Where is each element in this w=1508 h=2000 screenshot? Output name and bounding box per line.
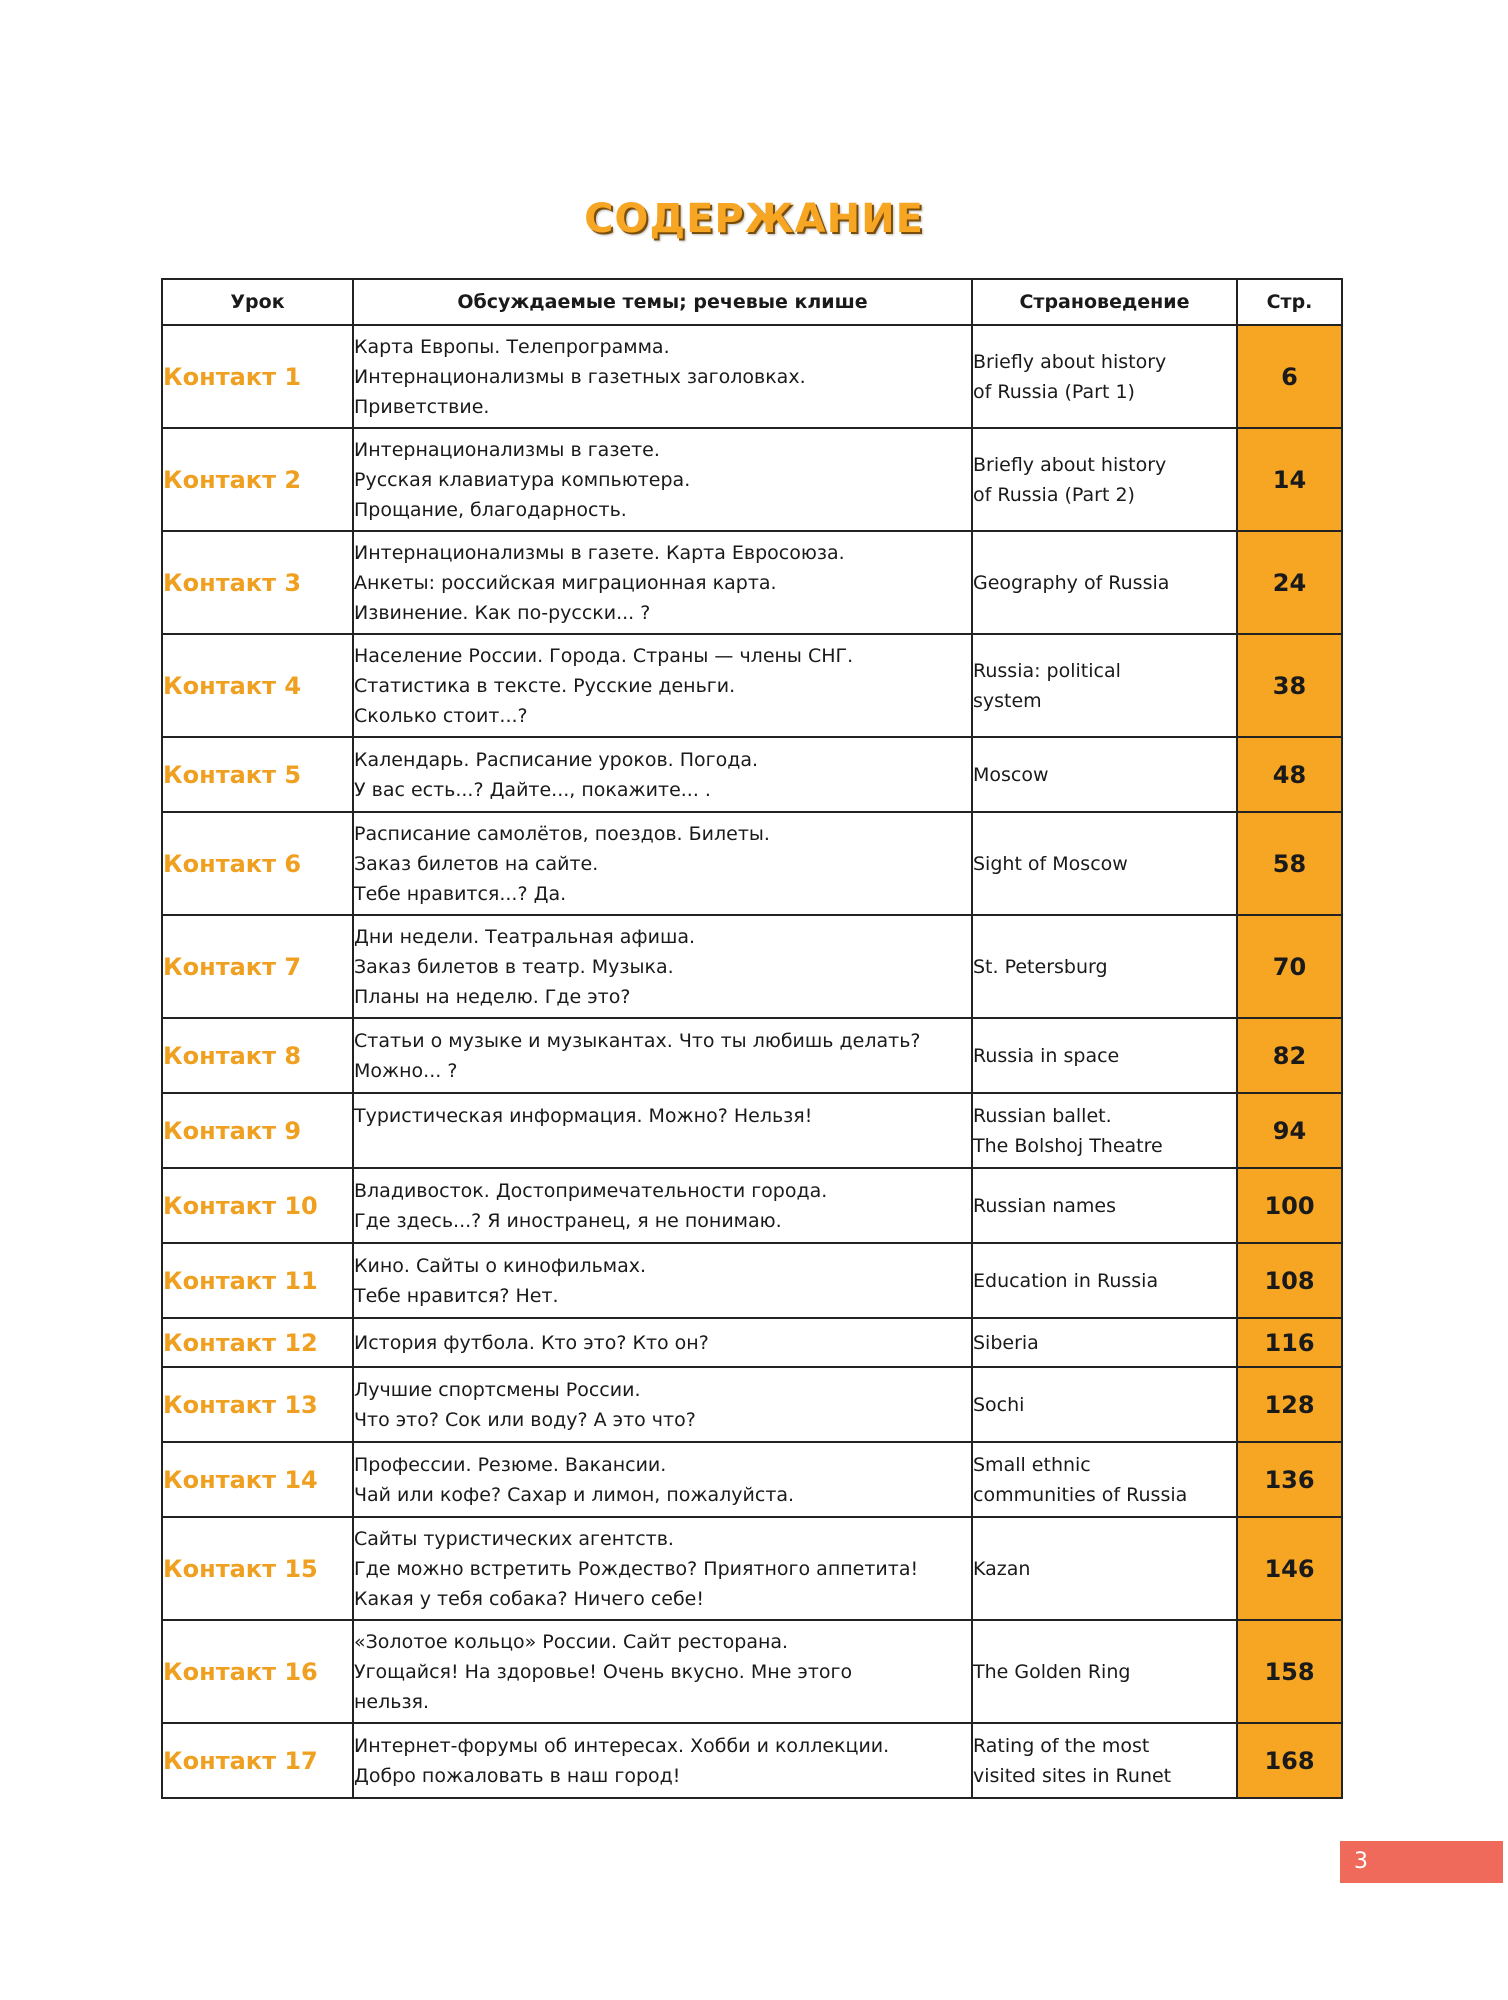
table-row bbox=[162, 1620, 1342, 1723]
country-studies-cell bbox=[972, 1318, 1237, 1367]
country-line: of Russia (Part 1) bbox=[973, 380, 1135, 403]
topics-cell bbox=[353, 1367, 972, 1442]
country-studies-cell bbox=[972, 1018, 1237, 1093]
topic-line: Статистика в тексте. Русские деньги. bbox=[354, 674, 736, 697]
topics-cell bbox=[353, 915, 972, 1018]
country-studies-cell bbox=[972, 1723, 1237, 1798]
topics-cell bbox=[353, 634, 972, 737]
country-line: Briefly about history bbox=[973, 350, 1167, 373]
topic-line: Карта Европы. Телепрограмма. bbox=[354, 335, 670, 358]
topic-line: Дни недели. Театральная афиша. bbox=[354, 925, 696, 948]
lesson-link[interactable]: Контакт 5 bbox=[162, 737, 353, 812]
topic-line: Тебе нравится...? Да. bbox=[354, 882, 567, 905]
lesson-link[interactable]: Контакт 7 bbox=[162, 915, 353, 1018]
table-row bbox=[162, 1517, 1342, 1620]
topics-cell bbox=[353, 531, 972, 634]
topic-line: Статьи о музыке и музыкантах. Что ты любишь делать? bbox=[354, 1029, 921, 1052]
country-line: The Bolshoj Theatre bbox=[973, 1134, 1163, 1157]
page-number-cell[interactable]: 108 bbox=[1237, 1243, 1342, 1318]
country-studies-cell bbox=[972, 737, 1237, 812]
lesson-link[interactable]: Контакт 6 bbox=[162, 812, 353, 915]
country-line: system bbox=[973, 689, 1042, 712]
topics-cell bbox=[353, 737, 972, 812]
topic-line: Интернет-форумы об интересах. Хобби и коллекции. bbox=[354, 1734, 890, 1757]
lesson-link[interactable]: Контакт 4 bbox=[162, 634, 353, 737]
page-number-cell[interactable]: 38 bbox=[1237, 634, 1342, 737]
topic-line: Заказ билетов на сайте. bbox=[354, 852, 599, 875]
country-line: Education in Russia bbox=[973, 1269, 1159, 1292]
table-row bbox=[162, 1723, 1342, 1798]
page-number-cell[interactable]: 146 bbox=[1237, 1517, 1342, 1620]
topic-line: Где здесь...? Я иностранец, я не понимаю. bbox=[354, 1209, 782, 1232]
country-line: Russia in space bbox=[973, 1044, 1120, 1067]
topic-line: У вас есть...? Дайте..., покажите... . bbox=[354, 778, 711, 801]
lesson-link[interactable]: Контакт 15 bbox=[162, 1517, 353, 1620]
topics-cell bbox=[353, 325, 972, 428]
table-row bbox=[162, 428, 1342, 531]
topic-line: Можно... ? bbox=[354, 1059, 458, 1082]
topics-cell bbox=[353, 812, 972, 915]
contents-table bbox=[161, 278, 1343, 1799]
header-lesson: Урок bbox=[162, 279, 353, 325]
page-number-cell[interactable]: 48 bbox=[1237, 737, 1342, 812]
country-line: The Golden Ring bbox=[973, 1660, 1131, 1683]
page-number-cell[interactable]: 70 bbox=[1237, 915, 1342, 1018]
lesson-link[interactable]: Контакт 11 bbox=[162, 1243, 353, 1318]
topic-line: Календарь. Расписание уроков. Погода. bbox=[354, 748, 759, 771]
country-studies-cell bbox=[972, 1620, 1237, 1723]
table-header-row bbox=[162, 279, 1342, 325]
country-line: Small ethnic bbox=[973, 1453, 1091, 1476]
topic-line: Кино. Сайты о кинофильмах. bbox=[354, 1254, 647, 1277]
table-row bbox=[162, 1018, 1342, 1093]
table-row bbox=[162, 1168, 1342, 1243]
table-row bbox=[162, 1367, 1342, 1442]
topic-line: Чай или кофе? Сахар и лимон, пожалуйста. bbox=[354, 1483, 795, 1506]
page-number-cell[interactable]: 82 bbox=[1237, 1018, 1342, 1093]
topic-line: Население России. Города. Страны — члены СНГ. bbox=[354, 644, 854, 667]
country-line: Rating of the most bbox=[973, 1734, 1150, 1757]
country-studies-cell bbox=[972, 428, 1237, 531]
country-line: Russia: political bbox=[973, 659, 1121, 682]
header-country: Страноведение bbox=[972, 279, 1237, 325]
table-row bbox=[162, 915, 1342, 1018]
lesson-link[interactable]: Контакт 16 bbox=[162, 1620, 353, 1723]
country-line: Geography of Russia bbox=[973, 571, 1170, 594]
header-page: Стр. bbox=[1237, 279, 1342, 325]
topics-cell bbox=[353, 1517, 972, 1620]
country-line: Kazan bbox=[973, 1557, 1031, 1580]
page-number-cell[interactable]: 168 bbox=[1237, 1723, 1342, 1798]
topic-line: Тебе нравится? Нет. bbox=[354, 1284, 559, 1307]
topic-line: Анкеты: российская миграционная карта. bbox=[354, 571, 777, 594]
lesson-link[interactable]: Контакт 8 bbox=[162, 1018, 353, 1093]
country-line: visited sites in Runet bbox=[973, 1764, 1172, 1787]
page-number-cell[interactable]: 116 bbox=[1237, 1318, 1342, 1367]
page-title: СОДЕРЖАНИЕ bbox=[584, 196, 924, 242]
page-number-cell[interactable]: 158 bbox=[1237, 1620, 1342, 1723]
topic-line: Интернационализмы в газетных заголовках. bbox=[354, 365, 806, 388]
topics-cell bbox=[353, 1168, 972, 1243]
topics-cell bbox=[353, 1620, 972, 1723]
page-number-cell[interactable]: 14 bbox=[1237, 428, 1342, 531]
table-row bbox=[162, 812, 1342, 915]
country-line: Russian names bbox=[973, 1194, 1116, 1217]
topic-line: Приветствие. bbox=[354, 395, 490, 418]
topic-line: нельзя. bbox=[354, 1690, 430, 1713]
topics-cell bbox=[353, 1723, 972, 1798]
topics-cell bbox=[353, 1318, 972, 1367]
country-line: Moscow bbox=[973, 763, 1049, 786]
page-number-badge: 3 bbox=[1340, 1841, 1503, 1883]
country-studies-cell bbox=[972, 325, 1237, 428]
country-studies-cell bbox=[972, 812, 1237, 915]
country-studies-cell bbox=[972, 1168, 1237, 1243]
topic-line: История футбола. Кто это? Кто он? bbox=[354, 1331, 709, 1354]
country-line: of Russia (Part 2) bbox=[973, 483, 1135, 506]
table-row bbox=[162, 1093, 1342, 1168]
page-number-cell[interactable]: 94 bbox=[1237, 1093, 1342, 1168]
lesson-link[interactable]: Контакт 12 bbox=[162, 1318, 353, 1367]
country-studies-cell bbox=[972, 1442, 1237, 1517]
country-studies-cell bbox=[972, 531, 1237, 634]
topic-line: «Золотое кольцо» России. Сайт ресторана. bbox=[354, 1630, 789, 1653]
lesson-link[interactable]: Контакт 14 bbox=[162, 1442, 353, 1517]
topic-line: Угощайся! На здоровье! Очень вкусно. Мне этого bbox=[354, 1660, 853, 1683]
country-studies-cell bbox=[972, 1093, 1237, 1168]
table-row bbox=[162, 1318, 1342, 1367]
topics-cell bbox=[353, 1442, 972, 1517]
topic-line: Интернационализмы в газете. bbox=[354, 438, 660, 461]
page-number-cell[interactable]: 6 bbox=[1237, 325, 1342, 428]
topic-line: Извинение. Как по-русски... ? bbox=[354, 601, 651, 624]
country-line: communities of Russia bbox=[973, 1483, 1188, 1506]
country-line: Sight of Moscow bbox=[973, 852, 1128, 875]
table-row bbox=[162, 1243, 1342, 1318]
page-number-cell[interactable]: 128 bbox=[1237, 1367, 1342, 1442]
page-number-cell[interactable]: 58 bbox=[1237, 812, 1342, 915]
topic-line bbox=[354, 1131, 971, 1161]
country-studies-cell bbox=[972, 915, 1237, 1018]
topic-line: Русская клавиатура компьютера. bbox=[354, 468, 691, 491]
topic-line: Расписание самолётов, поездов. Билеты. bbox=[354, 822, 770, 845]
country-line: Sochi bbox=[973, 1393, 1025, 1416]
topic-line: Интернационализмы в газете. Карта Евросоюза. bbox=[354, 541, 845, 564]
topic-line: Какая у тебя собака? Ничего себе! bbox=[354, 1587, 704, 1610]
table-row bbox=[162, 325, 1342, 428]
topics-cell bbox=[353, 1018, 972, 1093]
country-line: Briefly about history bbox=[973, 453, 1167, 476]
table-body bbox=[162, 325, 1342, 1798]
topic-line: Сайты туристических агентств. bbox=[354, 1527, 674, 1550]
country-line: St. Petersburg bbox=[973, 955, 1108, 978]
topic-line: Туристическая информация. Можно? Нельзя! bbox=[354, 1104, 813, 1127]
topic-line: Планы на неделю. Где это? bbox=[354, 985, 631, 1008]
page-number-cell[interactable]: 136 bbox=[1237, 1442, 1342, 1517]
topic-line: Сколько стоит...? bbox=[354, 704, 528, 727]
lesson-link[interactable]: Контакт 9 bbox=[162, 1093, 353, 1168]
topic-line: Где можно встретить Рождество? Приятного аппетита! bbox=[354, 1557, 919, 1580]
topics-cell bbox=[353, 1093, 972, 1168]
lesson-link[interactable]: Контакт 13 bbox=[162, 1367, 353, 1442]
lesson-link[interactable]: Контакт 3 bbox=[162, 531, 353, 634]
topic-line: Добро пожаловать в наш город! bbox=[354, 1764, 681, 1787]
lesson-link[interactable]: Контакт 10 bbox=[162, 1168, 353, 1243]
country-studies-cell bbox=[972, 1517, 1237, 1620]
topics-cell bbox=[353, 428, 972, 531]
country-line: Russian ballet. bbox=[973, 1104, 1112, 1127]
header-topics: Обсуждаемые темы; речевые клише bbox=[353, 279, 972, 325]
table-row bbox=[162, 634, 1342, 737]
topic-line: Заказ билетов в театр. Музыка. bbox=[354, 955, 674, 978]
topics-cell bbox=[353, 1243, 972, 1318]
country-line: Siberia bbox=[973, 1331, 1039, 1354]
topic-line: Лучшие спортсмены России. bbox=[354, 1378, 641, 1401]
page-number-cell[interactable]: 24 bbox=[1237, 531, 1342, 634]
table-row bbox=[162, 531, 1342, 634]
lesson-link[interactable]: Контакт 2 bbox=[162, 428, 353, 531]
table-row bbox=[162, 1442, 1342, 1517]
country-studies-cell bbox=[972, 1243, 1237, 1318]
country-studies-cell bbox=[972, 1367, 1237, 1442]
lesson-link[interactable]: Контакт 1 bbox=[162, 325, 353, 428]
topic-line: Профессии. Резюме. Вакансии. bbox=[354, 1453, 667, 1476]
lesson-link[interactable]: Контакт 17 bbox=[162, 1723, 353, 1798]
topic-line: Прощание, благодарность. bbox=[354, 498, 627, 521]
topic-line: Что это? Сок или воду? А это что? bbox=[354, 1408, 696, 1431]
table-row bbox=[162, 737, 1342, 812]
topic-line: Владивосток. Достопримечательности города. bbox=[354, 1179, 828, 1202]
country-studies-cell bbox=[972, 634, 1237, 737]
page-number-cell[interactable]: 100 bbox=[1237, 1168, 1342, 1243]
